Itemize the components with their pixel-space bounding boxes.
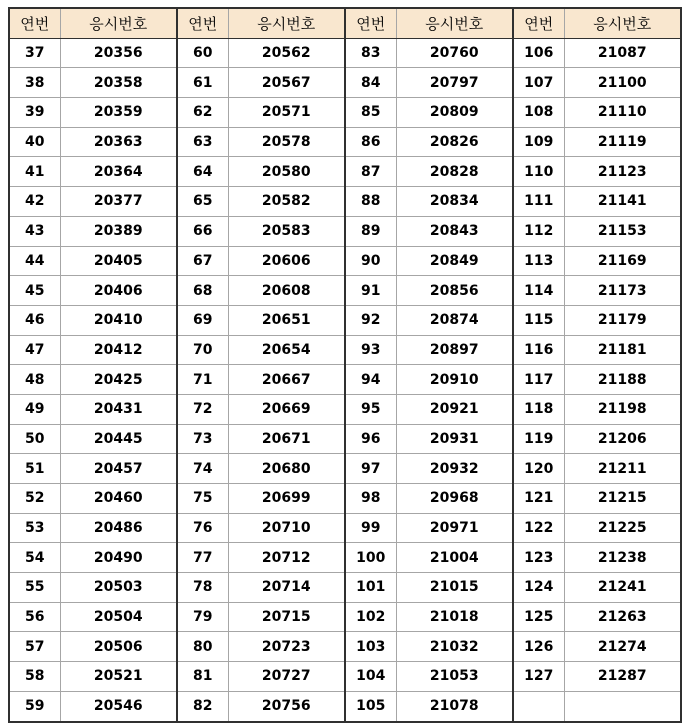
serial-cell: 116 (513, 335, 564, 365)
serial-cell: 117 (513, 365, 564, 395)
exam-number-cell: 21087 (564, 38, 681, 68)
table-row (9, 484, 681, 514)
exam-number-cell: 20504 (60, 602, 177, 632)
exam-number-cell: 20680 (228, 454, 345, 484)
serial-cell: 106 (513, 38, 564, 68)
serial-cell: 87 (345, 157, 396, 187)
exam-number-cell: 20410 (60, 305, 177, 335)
exam-number-cell: 20578 (228, 127, 345, 157)
exam-number-cell: 20712 (228, 543, 345, 573)
table-row (9, 394, 681, 424)
exam-number-cell: 20406 (60, 276, 177, 306)
serial-cell: 93 (345, 335, 396, 365)
serial-cell: 114 (513, 276, 564, 306)
exam-number-cell: 20849 (396, 246, 513, 276)
serial-cell: 88 (345, 187, 396, 217)
exam-number-cell: 20843 (396, 216, 513, 246)
exam-number-cell: 20445 (60, 424, 177, 454)
serial-cell: 98 (345, 484, 396, 514)
header-exam-number: 응시번호 (228, 8, 345, 38)
table-row (9, 68, 681, 98)
exam-number-cell: 21263 (564, 602, 681, 632)
exam-number-cell: 20363 (60, 127, 177, 157)
serial-cell: 53 (9, 513, 60, 543)
table-row (9, 365, 681, 395)
table-row (9, 513, 681, 543)
exam-number-cell: 21173 (564, 276, 681, 306)
serial-cell: 115 (513, 305, 564, 335)
exam-number-cell: 20490 (60, 543, 177, 573)
serial-cell: 42 (9, 187, 60, 217)
exam-number-cell: 20828 (396, 157, 513, 187)
serial-cell: 64 (177, 157, 228, 187)
serial-cell: 100 (345, 543, 396, 573)
table-body (9, 38, 681, 721)
serial-cell: 122 (513, 513, 564, 543)
exam-number-cell: 21169 (564, 246, 681, 276)
serial-cell: 39 (9, 98, 60, 128)
serial-cell: 94 (345, 365, 396, 395)
exam-number-cell: 20932 (396, 454, 513, 484)
serial-cell: 78 (177, 573, 228, 603)
table-row (9, 454, 681, 484)
table-header-row (9, 8, 681, 38)
serial-cell (513, 691, 564, 721)
serial-cell: 127 (513, 662, 564, 692)
serial-cell: 102 (345, 602, 396, 632)
exam-number-cell: 21053 (396, 662, 513, 692)
serial-cell: 66 (177, 216, 228, 246)
table-row (9, 632, 681, 662)
header-exam-number: 응시번호 (564, 8, 681, 38)
exam-number-cell: 20608 (228, 276, 345, 306)
exam-number-cell: 20431 (60, 394, 177, 424)
serial-cell: 120 (513, 454, 564, 484)
exam-number-cell: 20583 (228, 216, 345, 246)
serial-cell: 43 (9, 216, 60, 246)
exam-number-cell: 20756 (228, 691, 345, 721)
exam-number-cell: 20606 (228, 246, 345, 276)
exam-number-cell: 21078 (396, 691, 513, 721)
serial-cell: 62 (177, 98, 228, 128)
exam-number-cell: 21015 (396, 573, 513, 603)
serial-cell: 61 (177, 68, 228, 98)
serial-cell: 51 (9, 454, 60, 484)
exam-number-cell: 20506 (60, 632, 177, 662)
table-row (9, 157, 681, 187)
exam-number-cell: 20359 (60, 98, 177, 128)
serial-cell: 113 (513, 246, 564, 276)
serial-cell: 56 (9, 602, 60, 632)
exam-number-cell: 20571 (228, 98, 345, 128)
exam-number-cell: 20356 (60, 38, 177, 68)
exam-number-cell: 21123 (564, 157, 681, 187)
serial-cell: 72 (177, 394, 228, 424)
serial-cell: 121 (513, 484, 564, 514)
serial-cell: 58 (9, 662, 60, 692)
exam-number-cell: 20364 (60, 157, 177, 187)
table-row (9, 305, 681, 335)
exam-number-cell: 21225 (564, 513, 681, 543)
table-row (9, 662, 681, 692)
serial-cell: 54 (9, 543, 60, 573)
exam-number-cell: 21238 (564, 543, 681, 573)
exam-number-cell: 20760 (396, 38, 513, 68)
exam-number-cell: 20654 (228, 335, 345, 365)
serial-cell: 49 (9, 394, 60, 424)
serial-cell: 123 (513, 543, 564, 573)
serial-cell: 44 (9, 246, 60, 276)
exam-number-cell: 21153 (564, 216, 681, 246)
applicant-number-table (8, 7, 682, 723)
serial-cell: 89 (345, 216, 396, 246)
exam-number-cell: 20921 (396, 394, 513, 424)
header-serial: 연번 (177, 8, 228, 38)
exam-number-cell: 20910 (396, 365, 513, 395)
exam-number-cell: 20503 (60, 573, 177, 603)
table-row (9, 38, 681, 68)
serial-cell: 118 (513, 394, 564, 424)
exam-number-cell: 20699 (228, 484, 345, 514)
exam-number-cell: 20809 (396, 98, 513, 128)
exam-number-cell: 20897 (396, 335, 513, 365)
exam-number-cell: 20580 (228, 157, 345, 187)
exam-number-cell: 20358 (60, 68, 177, 98)
exam-number-cell: 20457 (60, 454, 177, 484)
exam-number-cell: 20826 (396, 127, 513, 157)
serial-cell: 67 (177, 246, 228, 276)
serial-cell: 86 (345, 127, 396, 157)
exam-number-cell: 20546 (60, 691, 177, 721)
serial-cell: 119 (513, 424, 564, 454)
exam-number-cell: 20669 (228, 394, 345, 424)
table-row (9, 602, 681, 632)
table-row (9, 216, 681, 246)
serial-cell: 80 (177, 632, 228, 662)
serial-cell: 71 (177, 365, 228, 395)
header-serial: 연번 (9, 8, 60, 38)
serial-cell: 99 (345, 513, 396, 543)
header-exam-number: 응시번호 (60, 8, 177, 38)
serial-cell: 126 (513, 632, 564, 662)
serial-cell: 37 (9, 38, 60, 68)
exam-number-cell: 21119 (564, 127, 681, 157)
serial-cell: 48 (9, 365, 60, 395)
serial-cell: 103 (345, 632, 396, 662)
exam-number-cell: 21032 (396, 632, 513, 662)
exam-number-cell: 21198 (564, 394, 681, 424)
exam-number-cell: 20834 (396, 187, 513, 217)
table-row (9, 335, 681, 365)
exam-number-cell: 20667 (228, 365, 345, 395)
serial-cell: 46 (9, 305, 60, 335)
exam-number-cell: 20377 (60, 187, 177, 217)
exam-number-cell: 20651 (228, 305, 345, 335)
exam-number-cell: 20968 (396, 484, 513, 514)
serial-cell: 55 (9, 573, 60, 603)
exam-number-cell (564, 691, 681, 721)
exam-number-cell: 21241 (564, 573, 681, 603)
header-exam-number: 응시번호 (396, 8, 513, 38)
serial-cell: 41 (9, 157, 60, 187)
serial-cell: 60 (177, 38, 228, 68)
exam-number-cell: 20727 (228, 662, 345, 692)
serial-cell: 45 (9, 276, 60, 306)
exam-number-cell: 21181 (564, 335, 681, 365)
serial-cell: 101 (345, 573, 396, 603)
serial-cell: 84 (345, 68, 396, 98)
serial-cell: 47 (9, 335, 60, 365)
serial-cell: 104 (345, 662, 396, 692)
serial-cell: 52 (9, 484, 60, 514)
table-row (9, 691, 681, 721)
exam-number-cell: 20567 (228, 68, 345, 98)
serial-cell: 97 (345, 454, 396, 484)
serial-cell: 59 (9, 691, 60, 721)
serial-cell: 65 (177, 187, 228, 217)
serial-cell: 111 (513, 187, 564, 217)
serial-cell: 79 (177, 602, 228, 632)
serial-cell: 91 (345, 276, 396, 306)
table-row (9, 246, 681, 276)
table-row (9, 543, 681, 573)
table-row (9, 98, 681, 128)
exam-number-cell: 21211 (564, 454, 681, 484)
serial-cell: 69 (177, 305, 228, 335)
serial-cell: 76 (177, 513, 228, 543)
exam-number-cell: 20874 (396, 305, 513, 335)
table-row (9, 424, 681, 454)
serial-cell: 38 (9, 68, 60, 98)
serial-cell: 81 (177, 662, 228, 692)
exam-number-cell: 20797 (396, 68, 513, 98)
serial-cell: 77 (177, 543, 228, 573)
exam-number-cell: 21215 (564, 484, 681, 514)
exam-number-cell: 20412 (60, 335, 177, 365)
exam-number-cell: 20460 (60, 484, 177, 514)
exam-number-cell: 21287 (564, 662, 681, 692)
exam-number-cell: 20714 (228, 573, 345, 603)
exam-number-cell: 20486 (60, 513, 177, 543)
exam-number-cell: 20856 (396, 276, 513, 306)
serial-cell: 57 (9, 632, 60, 662)
serial-cell: 112 (513, 216, 564, 246)
serial-cell: 107 (513, 68, 564, 98)
serial-cell: 82 (177, 691, 228, 721)
serial-cell: 85 (345, 98, 396, 128)
exam-number-cell: 21179 (564, 305, 681, 335)
exam-number-cell: 21141 (564, 187, 681, 217)
exam-number-cell: 20710 (228, 513, 345, 543)
exam-number-cell: 20425 (60, 365, 177, 395)
exam-number-cell: 20562 (228, 38, 345, 68)
serial-cell: 83 (345, 38, 396, 68)
serial-cell: 109 (513, 127, 564, 157)
exam-number-cell: 21110 (564, 98, 681, 128)
exam-number-cell: 21100 (564, 68, 681, 98)
exam-number-cell: 20389 (60, 216, 177, 246)
serial-cell: 73 (177, 424, 228, 454)
serial-cell: 50 (9, 424, 60, 454)
table-row (9, 573, 681, 603)
exam-number-cell: 21018 (396, 602, 513, 632)
serial-cell: 74 (177, 454, 228, 484)
serial-cell: 95 (345, 394, 396, 424)
header-serial: 연번 (345, 8, 396, 38)
serial-cell: 108 (513, 98, 564, 128)
exam-number-cell: 20931 (396, 424, 513, 454)
exam-number-cell: 20405 (60, 246, 177, 276)
serial-cell: 63 (177, 127, 228, 157)
serial-cell: 96 (345, 424, 396, 454)
serial-cell: 90 (345, 246, 396, 276)
exam-number-cell: 20971 (396, 513, 513, 543)
serial-cell: 110 (513, 157, 564, 187)
exam-number-cell: 20521 (60, 662, 177, 692)
header-serial: 연번 (513, 8, 564, 38)
table-row (9, 276, 681, 306)
exam-number-cell: 20671 (228, 424, 345, 454)
serial-cell: 92 (345, 305, 396, 335)
exam-number-cell: 20582 (228, 187, 345, 217)
exam-number-cell: 20723 (228, 632, 345, 662)
serial-cell: 40 (9, 127, 60, 157)
exam-number-cell: 21206 (564, 424, 681, 454)
exam-number-cell: 21188 (564, 365, 681, 395)
exam-number-cell: 21274 (564, 632, 681, 662)
exam-number-cell: 20715 (228, 602, 345, 632)
serial-cell: 68 (177, 276, 228, 306)
serial-cell: 124 (513, 573, 564, 603)
serial-cell: 105 (345, 691, 396, 721)
table-row (9, 127, 681, 157)
exam-number-cell: 21004 (396, 543, 513, 573)
serial-cell: 75 (177, 484, 228, 514)
serial-cell: 125 (513, 602, 564, 632)
serial-cell: 70 (177, 335, 228, 365)
table-row (9, 187, 681, 217)
